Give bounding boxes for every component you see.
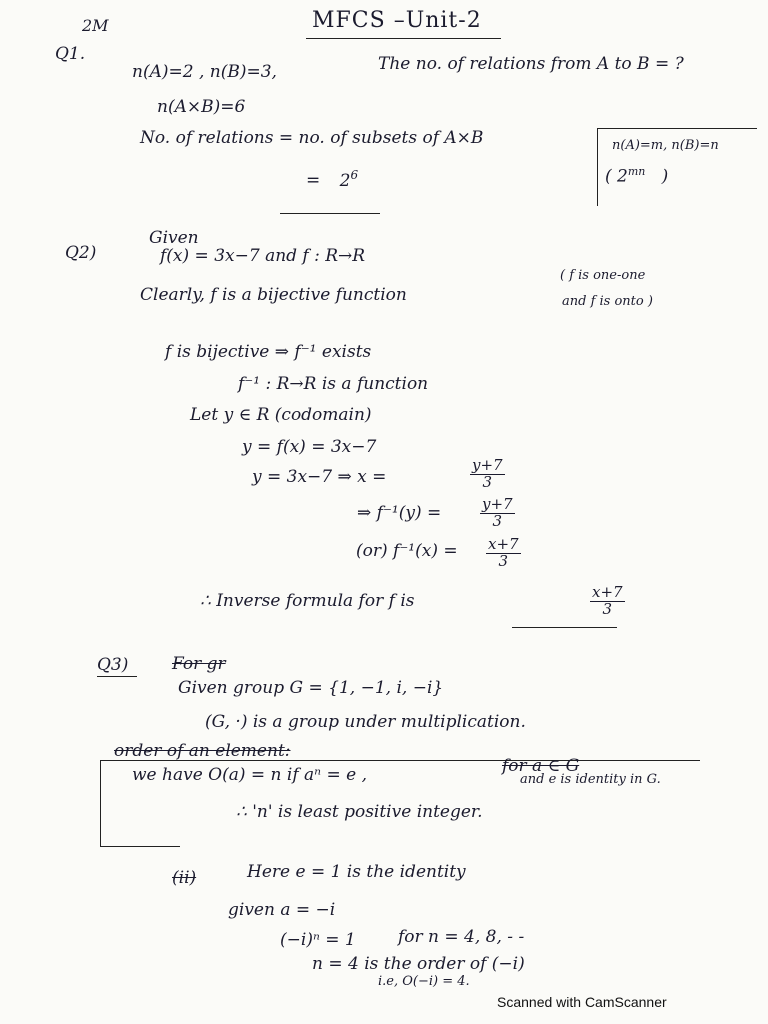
scanner-watermark: Scanned with CamScanner [497,994,667,1010]
q2-fraction-x-denominator: 3 [482,472,493,491]
q1-box-base: 2 [617,166,628,187]
q2-fraction-conclusion-numerator: x+7 [592,583,623,601]
q3-order-definition: we have O(a) = n if aⁿ = e , [132,765,367,785]
q2-fraction-conclusion-denominator: 3 [602,599,613,618]
q3-order-result: n = 4 is the order of (−i) [312,954,525,974]
q3-power: (−i)ⁿ = 1 [280,930,356,950]
marks-label: 2M [82,16,109,35]
q1-question: The no. of relations from A to B = ? [378,54,684,74]
q1-given: n(A)=2 , n(B)=3, [132,62,277,82]
q3-least-note: ∴ 'n' is least positive integer. [236,802,483,822]
q1-answer [306,168,358,191]
q2-label: Q2) [65,243,97,263]
q3-struck-note: For gr [172,654,226,674]
q1-box-exponent: mn [627,165,646,178]
q3-group-statement: (G, ·) is a group under multiplication. [205,712,526,732]
q2-note-one-one: ( f is one-one [560,268,646,283]
q2-fraction-inverse-y [480,497,515,530]
q2-fraction-inverse-y-denominator: 3 [492,511,503,530]
q2-conclusion: ∴ Inverse formula for f is [200,591,415,611]
q2-step-y-equals: y = f(x) = 3x−7 [242,437,377,457]
q2-given: Given [149,228,199,248]
page-title: MFCS –Unit-2 [312,8,482,33]
q2-note-onto: and f is onto ) [562,294,653,309]
q3-for-n: for n = 4, 8, - - [398,927,525,947]
q3-box-left-border [100,760,101,846]
q3-group: Given group G = {1, −1, i, −i} [178,678,444,698]
q2-step-inverse-x: (or) f⁻¹(x) = [356,541,458,561]
q3-identity-note: and e is identity in G. [520,772,661,787]
q3-label: Q3) [97,655,129,675]
q2-fraction-conclusion [590,585,625,618]
q3-order-definition-struck: for a ∈ G [502,756,580,776]
q2-step-let-y: Let y ∈ R (codomain) [190,405,372,425]
q2-fraction-x-numerator: y+7 [472,456,503,474]
q1-box-top-border [597,128,757,129]
q3-box-bottom-border [100,846,180,847]
q1-relations-line: No. of relations = no. of subsets of A×B [140,128,484,148]
q1-n-axb: n(A×B)=6 [157,97,246,117]
q2-conclusion-underline [512,627,617,628]
q3-label-underline [97,676,137,677]
q2-step-bijective: f is bijective ⇒ f⁻¹ exists [165,342,372,362]
q2-step-inverse-y: ⇒ f⁻¹(y) = [357,503,442,523]
q1-answer-equals: = [306,170,321,191]
q1-box-left-border [597,128,598,206]
q2-fraction-inverse-y-numerator: y+7 [482,495,513,513]
q2-fraction-inverse-x-numerator: x+7 [488,535,519,553]
q3-identity: Here e = 1 is the identity [247,862,466,882]
q2-step-inverse-function: f⁻¹ : R→R is a function [238,374,429,394]
q2-step-solve-x: y = 3x−7 ⇒ x = [252,467,387,487]
q1-separator [280,213,380,214]
q1-answer-exponent: 6 [350,168,359,182]
q2-clearly: Clearly, f is a bijective function [140,285,407,305]
q1-answer-base: 2 [339,170,351,191]
q2-fraction-x [470,458,505,491]
q3-part-label: (ii) [172,868,197,888]
q3-ie: i.e, O(−i) = 4. [378,974,470,989]
q2-function: f(x) = 3x−7 and f : R→R [160,246,366,266]
q1-label: Q1. [55,44,86,64]
title-underline [306,38,501,39]
q3-given-a: given a = −i [228,900,336,920]
q2-fraction-inverse-x-denominator: 3 [498,551,509,570]
q2-fraction-inverse-x [486,537,521,570]
q1-box-formula: ( $2^{mn}$ ) [605,165,669,187]
q3-order-heading: order of an element: [114,741,291,761]
q1-box-condition: n(A)=m, n(B)=n [612,138,719,153]
